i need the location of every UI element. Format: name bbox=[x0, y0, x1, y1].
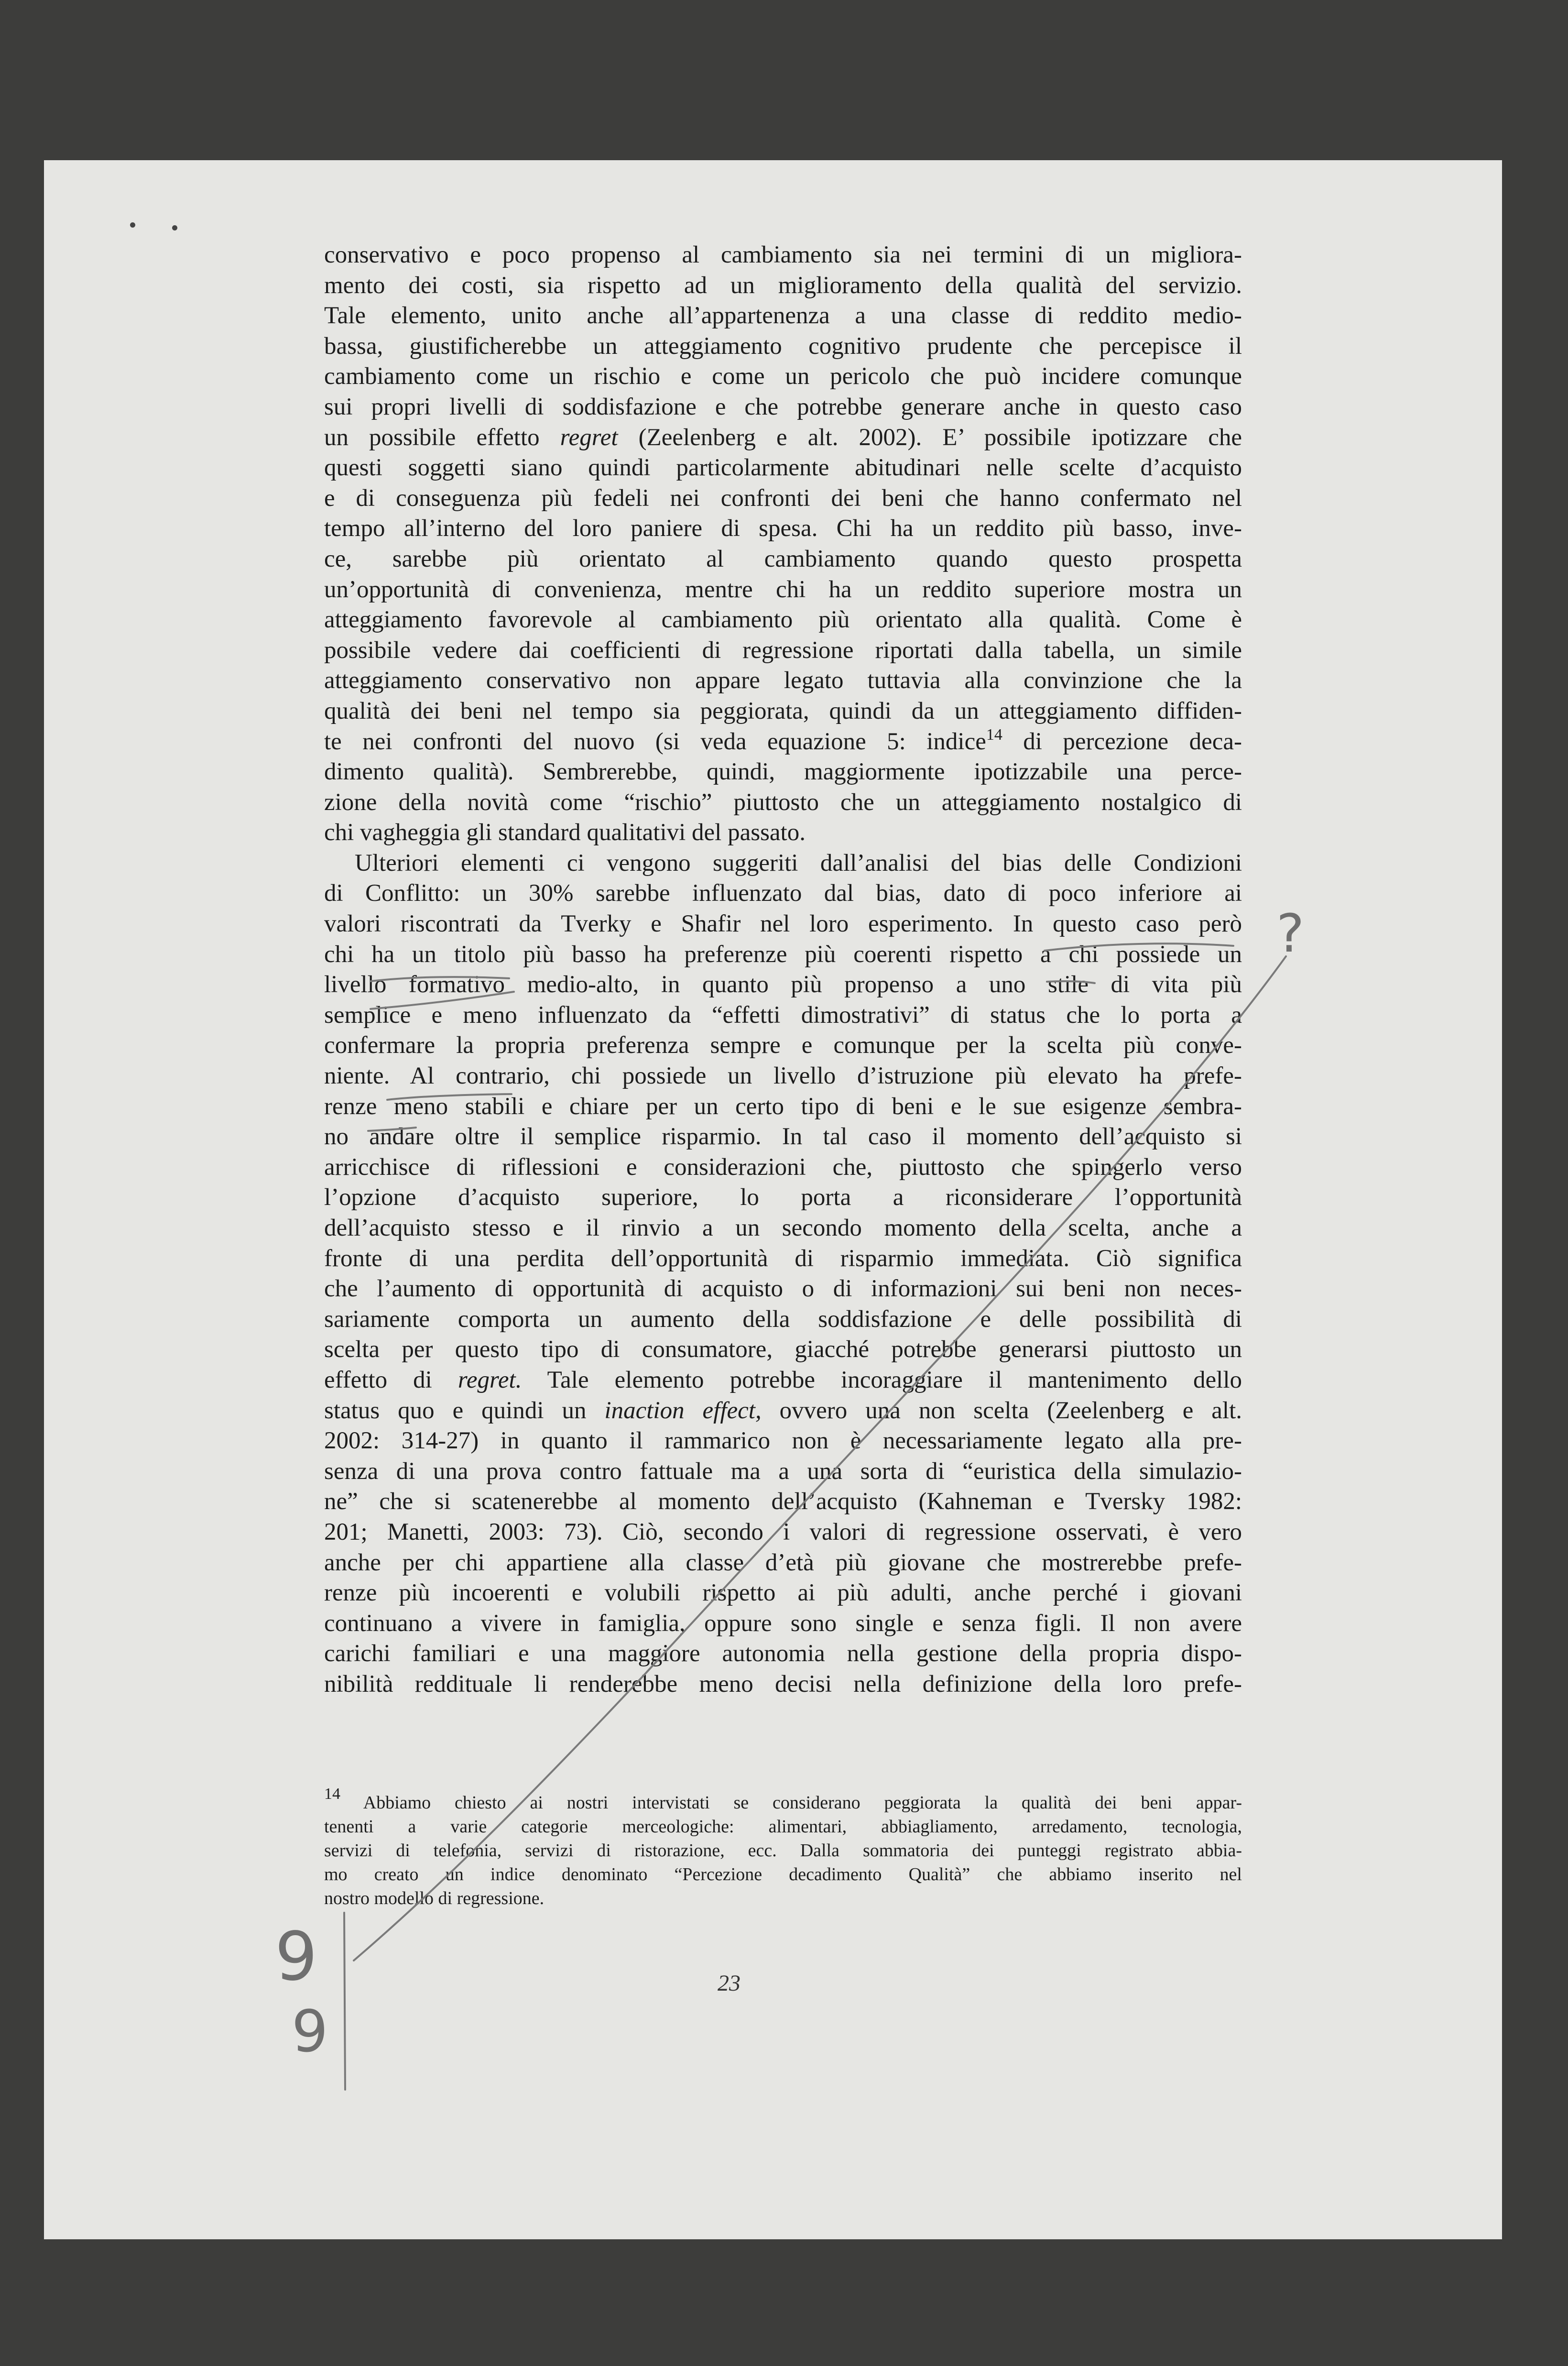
text-line-9: e di conseguenza più fedeli nei confronti dei beni che hanno confermato nel bbox=[324, 484, 1242, 512]
margin-question-mark: ? bbox=[1276, 903, 1305, 964]
text-line-15: atteggiamento conservativo non appare legato tuttavia alla convinzione che la bbox=[324, 667, 1242, 694]
text-line-23: valori riscontrati da Tverky e Shafir nel loro esperimento. In questo caso però bbox=[324, 910, 1242, 938]
text-line-44: anche per chi appartiene alla classe d’età più giovane che mostrerebbe prefe- bbox=[324, 1549, 1242, 1576]
text-line-17-start: te nei confronti del nuovo (si veda equazione 5: indice bbox=[324, 728, 986, 755]
italic-regret-2: regret. bbox=[457, 1366, 522, 1393]
diagonal-pencil-line bbox=[354, 956, 1286, 1961]
text-line-26: semplice e meno influenzato da “effetti dimostrativi” di status che lo porta a bbox=[324, 1001, 1242, 1029]
underline-ipotizzabile bbox=[1047, 981, 1095, 983]
text-line-40: 2002: 314-27) in quanto il rammarico non è necessariamente legato alla pre- bbox=[324, 1427, 1242, 1455]
text-line-4: bassa, giustificherebbe un atteggiamento cognitivo prudente che percepisce il bbox=[324, 332, 1242, 360]
text-line-6: sui propri livelli di soddisfazione e che potrebbe generare anche in questo caso bbox=[324, 393, 1242, 420]
text-line-22: di Conflitto: un 30% sarebbe influenzato dal bias, dato di poco inferiore ai bbox=[324, 880, 1242, 907]
text-line-3: Tale elemento, unito anche all’appartenenza a una classe di reddito medio- bbox=[324, 302, 1242, 329]
text-line-39-start: status quo e quindi un bbox=[324, 1397, 605, 1424]
underline-zione-novita bbox=[370, 992, 514, 1009]
text-line-41: senza di una prova contro fattuale ma a una sorta di “euristica della simulazio- bbox=[324, 1457, 1242, 1485]
text-line-2: mento dei costi, sia rispetto ad un miglioramento della qualità del servizio. bbox=[324, 272, 1242, 299]
text-line-17-rest: di percezione deca- bbox=[1002, 728, 1242, 755]
text-line-32: l’opzione d’acquisto superiore, lo porta a riconsiderare l’opportunità bbox=[324, 1184, 1242, 1211]
text-line-20: chi vagheggia gli standard qualitativi del passato. bbox=[324, 819, 806, 846]
footnote-line-2: tenenti a varie categorie merceologiche: alimentari, abbiagliamento, arredamento, tecnologia, bbox=[324, 1817, 1242, 1837]
text-line-43: 201; Manetti, 2003: 73). Ciò, secondo i valori di regressione osservati, è vero bbox=[324, 1518, 1242, 1545]
text-line-27: confermare la propria preferenza sempre e comunque per la scelta più conve- bbox=[324, 1032, 1242, 1059]
text-line-47: carichi familiari e una maggiore autonomia nella gestione della propria dispo- bbox=[324, 1640, 1242, 1667]
text-line-28: niente. Al contrario, chi possiede un livello d’istruzione più elevato ha prefe- bbox=[324, 1063, 1242, 1090]
underline-valori bbox=[368, 1128, 416, 1131]
text-line-29: renze meno stabili e chiare per un certo tipo di beni e le sue esigenze sembra- bbox=[324, 1093, 1242, 1120]
footnote-line-1-text: Abbiamo chiesto ai nostri intervistati se considerano peggiorata la qualità dei beni appar- bbox=[340, 1793, 1242, 1813]
text-line-37: scelta per questo tipo di consumatore, giacché potrebbe generarsi piuttosto un bbox=[324, 1336, 1242, 1363]
text-line-24: chi ha un titolo più basso ha preferenze più coerenti rispetto a chi possiede un bbox=[324, 941, 1242, 968]
margin-bracket-line bbox=[344, 1913, 345, 2090]
text-line-1: conservativo e poco propenso al cambiamento sia nei termini di un migliora- bbox=[324, 241, 1242, 268]
page-number: 23 bbox=[718, 1971, 740, 1996]
text-line-42: ne” che si scatenerebbe al momento dell’acquisto (Kahneman e Tversky 1982: bbox=[324, 1488, 1242, 1515]
italic-regret-1: regret bbox=[560, 424, 618, 451]
italic-inaction-effect: inaction effect, bbox=[604, 1397, 762, 1424]
text-line-33: dell’acquisto stesso e il rinvio a un secondo momento della scelta, anche a bbox=[324, 1215, 1242, 1241]
text-line-38-rest: Tale elemento potrebbe incoraggiare il mantenimento dello bbox=[522, 1366, 1242, 1393]
text-line-13: atteggiamento favorevole al cambiamento più orientato alla qualità. Come è bbox=[324, 606, 1242, 634]
text-line-38-start: effetto di bbox=[324, 1366, 458, 1393]
text-line-45: renze più incoerenti e volubili rispetto ai più adulti, anche perché i giovani bbox=[324, 1579, 1242, 1607]
footnote-marker: 14 bbox=[324, 1785, 340, 1803]
text-line-12: un’opportunità di convenienza, mentre chi ha un reddito superiore mostra un bbox=[324, 576, 1242, 603]
text-line-8: questi soggetti siano quindi particolarmente abitudinari nelle scelte d’acquisto bbox=[324, 454, 1242, 482]
text-line-35: che l’aumento di opportunità di acquisto o di informazioni sui beni non neces- bbox=[324, 1275, 1242, 1303]
text-line-34: fronte di una perdita dell’opportunità di risparmio immediata. Ciò significa bbox=[324, 1245, 1242, 1272]
footnote-line-5: nostro modello di regressione. bbox=[324, 1888, 544, 1908]
text-line-16: qualità dei beni nel tempo sia peggiorata, quindi da un atteggiamento diffiden- bbox=[324, 697, 1242, 724]
underline-percezione bbox=[1045, 943, 1233, 951]
text-line-7-rest: (Zeelenberg e alt. 2002). E’ possibile ipotizzare che bbox=[618, 424, 1242, 451]
text-line-14: possibile vedere dai coefficienti di regressione riportati dalla tabella, un simile bbox=[324, 636, 1242, 664]
text-line-5: cambiamento come un rischio e come un pericolo che può incidere comunque bbox=[324, 363, 1242, 390]
text-line-11: ce, sarebbe più orientato al cambiamento quando questo prospetta bbox=[324, 545, 1242, 572]
underline-dimento-qualita bbox=[370, 977, 509, 981]
margin-mark-bottom-2: 9 bbox=[292, 1999, 328, 2065]
text-line-10: tempo all’interno del loro paniere di spesa. Chi ha un reddito più basso, inve- bbox=[324, 515, 1242, 542]
underline-conflitto bbox=[387, 1094, 512, 1100]
text-line-31: arricchisce di riflessioni e considerazioni che, piuttosto che spingerlo verso bbox=[324, 1153, 1242, 1181]
text-line-46: continuano a vivere in famiglia, oppure sono single e senza figli. Il non avere bbox=[324, 1610, 1242, 1637]
text-line-18: dimento qualità). Sembrerebbe, quindi, maggiormente ipotizzabile una perce- bbox=[324, 758, 1242, 786]
text-line-21: Ulteriori elementi ci vengono suggeriti dall’analisi del bias delle Condizioni bbox=[355, 849, 1242, 876]
text-line-39-rest: ovvero una non scelta (Zeelenberg e alt. bbox=[761, 1397, 1242, 1424]
footnote-line-4: mo creato un indice denominato “Percezione decadimento Qualità” che abbiamo inserito nel bbox=[324, 1864, 1242, 1884]
footnote-ref-14: 14 bbox=[986, 725, 1002, 744]
text-line-25: livello formativo medio-alto, in quanto più propenso a uno stile di vita più bbox=[324, 971, 1242, 998]
margin-mark-bottom-1: 9 bbox=[275, 1918, 318, 1996]
text-line-36: sariamente comporta un aumento della soddisfazione e delle possibilità di bbox=[324, 1305, 1242, 1333]
text-line-7-start: un possibile effetto bbox=[324, 424, 560, 451]
footnote-line-3: servizi di telefonia, servizi di ristorazione, ecc. Dalla sommatoria dei punteggi registrato abbia- bbox=[324, 1840, 1242, 1861]
text-line-19: zione della novità come “rischio” piuttosto che un atteggiamento nostalgico di bbox=[324, 789, 1242, 816]
text-line-30: no andare oltre il semplice risparmio. In tal caso il momento dell’acquisto si bbox=[324, 1123, 1242, 1150]
text-line-48: nibilità reddituale li renderebbe meno decisi nella definizione della loro prefe- bbox=[324, 1670, 1242, 1698]
